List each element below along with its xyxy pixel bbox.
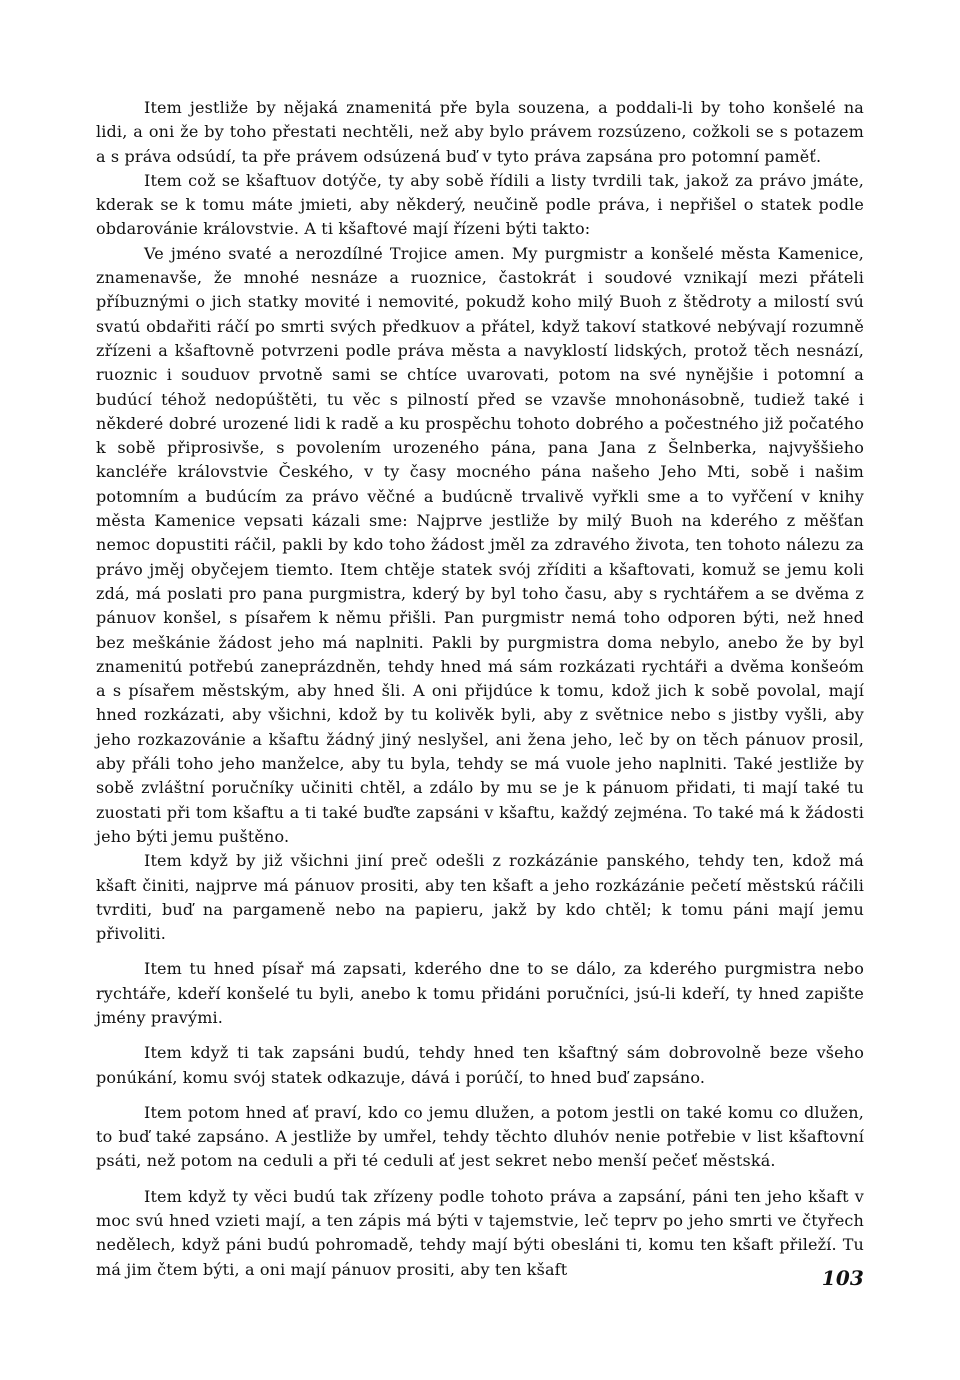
paragraph-6: Item když ti tak zapsáni budú, tehdy hned ten kšaftný sám dobrovolně beze všeho ponúkání, komu svój statek odkazuje, dává i porúčí, to hned buď zapsáno. <box>96 1043 864 1087</box>
paragraph-3: Ve jméno svaté a nerozdílné Trojice amen. My purgmistr a konšelé města Kamenice, znamenavše, že mnohé nesnáze a ruoznice, častokrát i soudové vznikají mezi přáteli příbuznými o jich statky movité i nemovité, pokudž koho milý Buoh z štědroty a milostí svú svatú obdařiti ráčí po smrti svých předkuov a přátel, když takoví statkové nebývají rozumně zřízeni a kšaftovně potvrzeni podle práva města a navyklostí lidských, protož těch nesnází, ruoznic i souduov prvotně sami se chtíce uvarovati, potom na své nynějšie i potomní a budúcí téhož nedopúštěti, tu věc s pilností před se vzavše mnohonásobně, tudiež také i někderé dobré urozené lidi k radě a ku prospěchu tohoto dobrého a počestného již počatého k sobě připrosivše, s povolením urozeného pána, pana Jana z Šelnberka, najvyššieho kancléře královstvie Českého, v ty časy mocného pána našeho Jeho Mti, sobě i našim potomním a budúcím za právo věčné a budúcně trvalivě vyřkli sme a to vyřčení v knihy města Kamenice vepsati kázali sme: Najprve jestliže by milý Buoh na kderého z měšťan nemoc dopustiti ráčil, pakli by kdo toho žádost jměl za zdravého života, ten tohoto nálezu za právo jměj obyčejem tiemto. Item chtěje statek svój zříditi a kšaftovati, komuž se jemu koli zdá, má poslati pro pana purgmistra, kderý by byl toho času, aby s rychtářem a se dvěma z pánuov konšel, s písařem k němu přišli. Pan purgmistr nemá toho odporen býti, než hned bez meškánie žádost jeho má naplniti. Pakli by purgmistra doma nebylo, anebo že by byl znamenitú potřebú zaneprázdněn, tehdy hned má sám rozkázati rychtáři a dvěma konšeóm a s písařem městským, aby hned šli. A oni přijdúce k tomu, kdož jich k sobě povolal, mají hned rozkázati, aby všichni, kdož by tu kolivěk byli, aby z světnice nebo s jistby vyšli, aby jeho rozkazovánie a kšaftu žádný jiný neslyšel, ani žena jeho, leč by on těch pánuov prosil, aby přáli toho jeho manželce, aby tu byla, tehdy se má vuole jeho naplniti. Také jestliže by sobě zvláštní poručníky učiniti chtěl, a zdálo by mu se je k pánuom přidati, ti mají také tu zuostati při tom kšaftu a ti také buďte zapsáni v kšaftu, každý zejména. To také má k žádosti jeho býti jemu puštěno. <box>96 243 864 846</box>
paragraph-2: Item což se kšaftuov dotýče, ty aby sobě řídili a listy tvrdili tak, jakož za právo jmáte, kderak se k tomu máte jmieti, aby někderý, neučině podle práva, i nepřišel o statek podle obdarovánie královstvie. A ti kšaftové mají řízeni býti takto: <box>96 170 864 239</box>
paragraph-1: Item jestliže by nějaká znamenitá pře byla souzena, a poddali-li by toho konšelé na lidi, a oni že by toho přestati nechtěli, než aby bylo právem rozsúzeno, cožkoli se s potazem a s práva odsúdí, ta pře právem odsúzená buď v tyto práva zapsána pro potomní paměť. <box>96 98 864 166</box>
paragraph-5: Item tu hned písař má zapsati, kderého dne to se dálo, za kderého purgmistra nebo rychtáře, kdeří konšelé tu byli, anebo k tomu přidáni poručníci, jsú-li kdeří, ty hned zapište jmény pravými. <box>96 959 864 1027</box>
paragraph-4: Item když by již všichni jiní preč odešli z rozkázánie panského, tehdy ten, kdož má kšaft činiti, najprve má pánuov prositi, aby ten kšaft a jeho rozkázánie pečetí městskú ráčili tvrditi, buď na pargameně nebo na papieru, jakž by kdo chtěl; k tomu páni mají jemu přivoliti. <box>96 851 864 944</box>
paragraph-7: Item potom hned ať praví, kdo co jemu dlužen, a potom jestli on také komu co dlužen, to buď také zapsáno. A jestliže by umřel, tehdy těchto dluhóv nenie potřebie v list kšaftovní psáti, než potom na ceduli a při té ceduli ať jest sekret nebo menší pečeť městská. <box>96 1102 864 1171</box>
document-page <box>96 96 864 1356</box>
paragraph-8: Item když ty věci budú tak zřízeny podle tohoto práva a zapsání, páni ten jeho kšaft v moc svú hned vzieti mají, a ten zápis má býti v tajemstvie, leč teprv po jeho smrti ve čtyřech nedělech, když páni budú pohromadě, tehdy mají býti obesláni ti, komu ten kšaft přileží. Tu má jim čtem býti, a oni mají pánuov prositi, aby ten kšaft <box>96 1186 864 1279</box>
page-number: 103 <box>821 1266 864 1290</box>
